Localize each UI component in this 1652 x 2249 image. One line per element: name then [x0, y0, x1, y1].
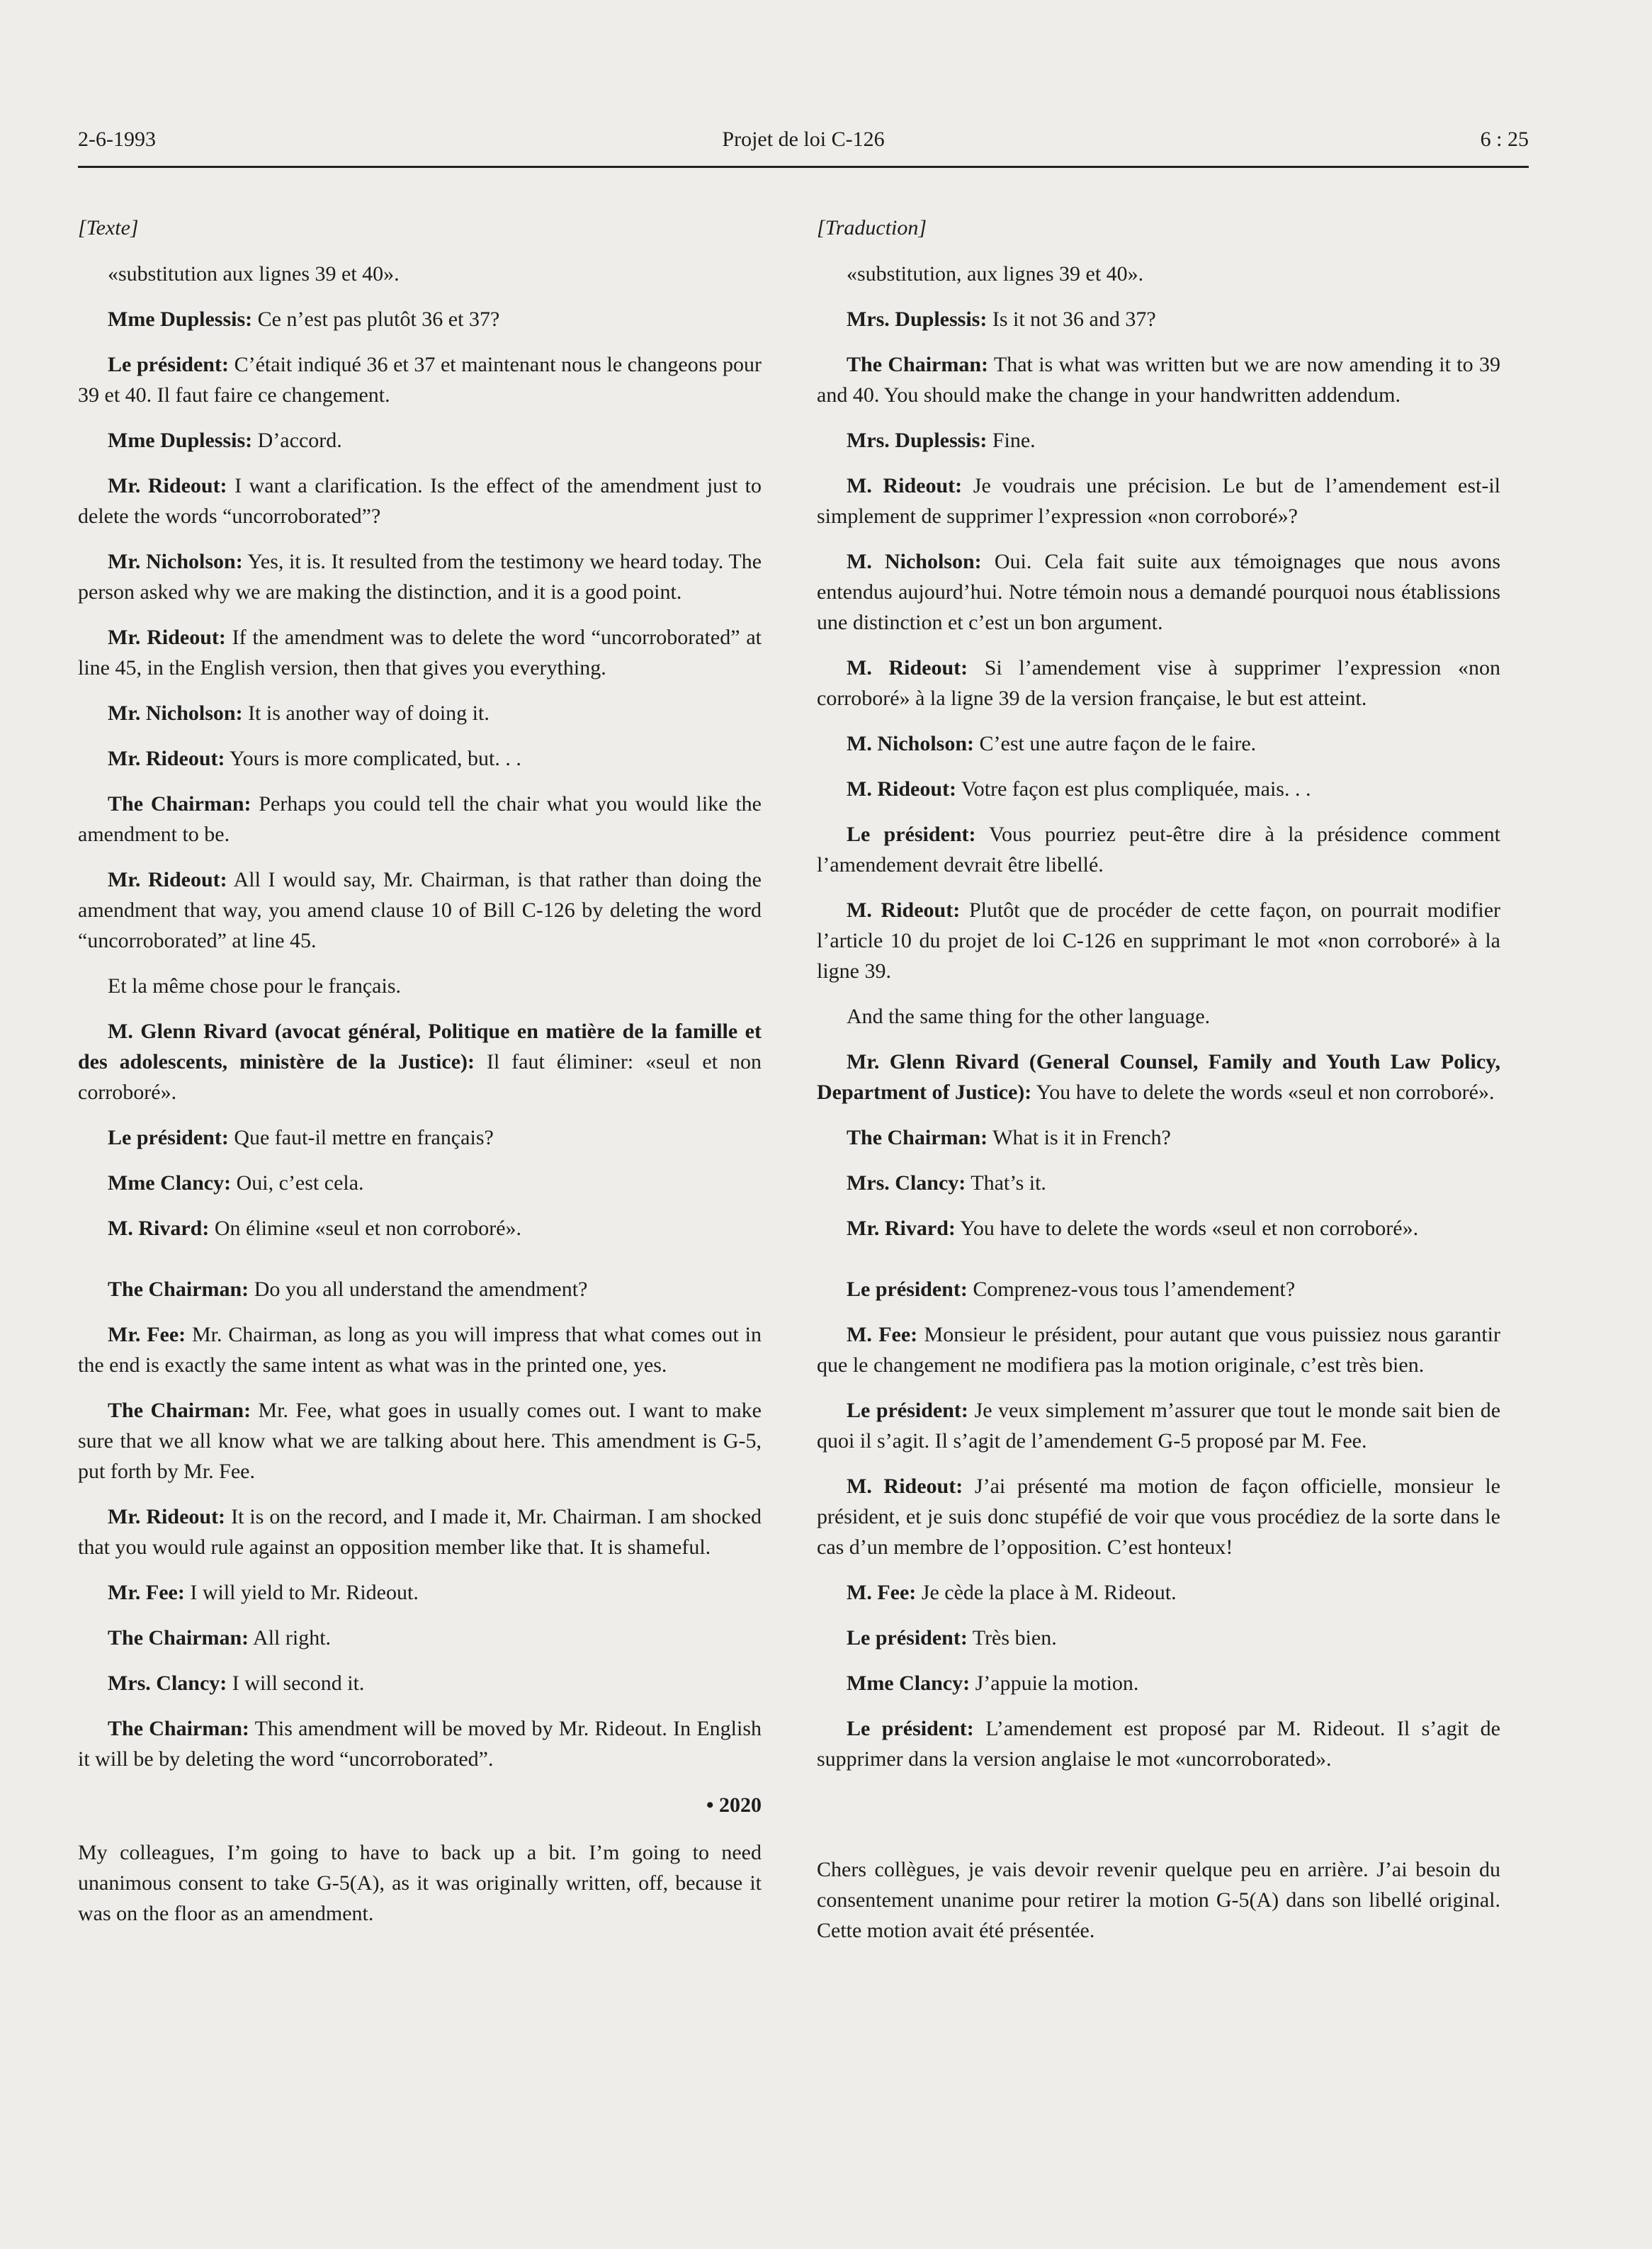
speaker-name: M. Fee:: [847, 1323, 918, 1346]
speech-text: Très bien.: [972, 1626, 1057, 1650]
speech-text: Yes, it is. It resulted from the testimony we heard today. The person asked why we are making the distinction, and it is a good point.: [78, 550, 762, 604]
paragraph: [78, 789, 762, 850]
speech-text: «substitution, aux lignes 39 et 40».: [847, 262, 1144, 286]
speech-text: C’était indiqué 36 et 37 et maintenant nous le changeons pour 39 et 40. Il faut faire ce changement.: [78, 353, 762, 407]
speech-text: Oui. Cela fait suite aux témoignages que nous avons entendus aujourd’hui. Notre témoin nous a demandé pourquoi nous établissions une distinction et c’est un bon argument.: [817, 550, 1501, 634]
right-column: [817, 213, 1500, 1961]
speaker-name: M. Rivard:: [108, 1217, 210, 1240]
paragraph: [78, 1577, 762, 1608]
right-paragraphs: [817, 259, 1500, 1774]
header-title: Projet de loi C-126: [722, 128, 885, 151]
paragraph: [78, 1395, 762, 1487]
speaker-name: Mr. Nicholson:: [108, 701, 243, 725]
speaker-name: Mrs. Clancy:: [108, 1672, 227, 1695]
speech-text: That is what was written but we are now amending it to 39 and 40. You should make the change in your handwritten addendum.: [817, 353, 1500, 407]
speaker-name: Mr. Nicholson:: [108, 550, 243, 573]
speech-text: Que faut-il mettre en français?: [234, 1126, 494, 1149]
column-label: [Traduction]: [817, 216, 927, 239]
paragraph: [817, 1047, 1500, 1107]
speech-text: Yours is more complicated, but. . .: [229, 747, 521, 770]
paragraph: [78, 1319, 762, 1380]
speech-text: Do you all understand the amendment?: [254, 1278, 588, 1301]
paragraph: [78, 1713, 762, 1774]
speech-text: Votre façon est plus compliquée, mais. . .: [961, 777, 1311, 801]
spacer: [817, 1258, 1500, 1274]
paragraph: [78, 1016, 762, 1107]
speech-text: Plutôt que de procéder de cette façon, on pourrait modifier l’article 10 du projet de loi C-126 en supprimant le mot «non corroboré» à la ligne 39.: [817, 898, 1500, 983]
speaker-name: M. Rideout:: [847, 898, 961, 922]
speaker-name: Mr. Rivard:: [847, 1217, 956, 1240]
left-column: [78, 213, 762, 1944]
speech-text: Il faut éliminer: «seul et non corroboré».: [78, 1050, 762, 1104]
speaker-name: The Chairman:: [108, 1278, 249, 1301]
speech-text: Je cède la place à M. Rideout.: [921, 1581, 1177, 1604]
speech-text: D’accord.: [257, 429, 342, 452]
speaker-name: Le président:: [847, 1278, 968, 1301]
speech-text: It is on the record, and I made it, Mr. Chairman. I am shocked that you would rule against an opposition member like that. It is shameful.: [78, 1505, 762, 1559]
paragraph: [817, 1577, 1500, 1608]
time-marker: • 2020: [706, 1793, 762, 1817]
speaker-name: Mrs. Clancy:: [847, 1171, 966, 1195]
paragraph: Chers collègues, je vais devoir revenir quelque peu en arrière. J’ai besoin du consentement unanime pour retirer la motion G-5(A) dans son libellé original. Cette motion avait été présentée.: [817, 1858, 1500, 1942]
paragraph: [817, 895, 1500, 986]
speaker-name: Mme Clancy:: [847, 1672, 971, 1695]
speaker-name: Le président:: [847, 823, 976, 846]
spacer: [817, 1789, 1500, 1854]
paragraph: My colleagues, I’m going to have to back up a bit. I’m going to need unanimous consent to take G-5(A), as it was originally written, off, because it was on the floor as an amendment.: [78, 1841, 762, 1925]
paragraph: [817, 819, 1500, 880]
speech-text: I will yield to Mr. Rideout.: [190, 1581, 419, 1604]
speaker-name: Le président:: [108, 1126, 229, 1149]
paragraph: [817, 1319, 1500, 1380]
speaker-name: Mr. Fee:: [108, 1581, 185, 1604]
speech-text: What is it in French?: [992, 1126, 1171, 1149]
paragraph: [817, 1623, 1500, 1653]
header-date: 2-6-1993: [78, 128, 156, 151]
speech-text: Fine.: [992, 429, 1036, 452]
speaker-name: M. Nicholson:: [847, 550, 982, 573]
paragraph: [817, 304, 1500, 334]
paragraph: [817, 470, 1500, 531]
speaker-name: Mrs. Duplessis:: [847, 429, 988, 452]
paragraph: [78, 259, 762, 289]
speaker-name: M. Nicholson:: [847, 732, 974, 755]
paragraph: [78, 1501, 762, 1562]
speech-text: Perhaps you could tell the chair what you would like the amendment to be.: [78, 792, 762, 846]
speaker-name: M. Glenn Rivard (avocat général, Politique en matière de la famille et des adolescents, ministère de la Justice):: [78, 1020, 762, 1073]
speech-text: On élimine «seul et non corroboré».: [214, 1217, 522, 1240]
speech-text: L’amendement est proposé par M. Rideout. Il s’agit de supprimer dans la version anglaise le mot «uncorroborated».: [817, 1717, 1501, 1771]
speaker-name: M. Rideout:: [847, 1475, 963, 1498]
speech-text: Oui, c’est cela.: [236, 1171, 364, 1195]
paragraph: [817, 546, 1500, 638]
speaker-name: Mr. Rideout:: [108, 747, 225, 770]
column-label: [Texte]: [78, 216, 139, 239]
speech-text: Si l’amendement vise à supprimer l’expression «non corroboré» à la ligne 39 de la version française, le but est atteint.: [817, 656, 1500, 710]
paragraph: [78, 1623, 762, 1653]
paragraph: [817, 1395, 1500, 1456]
speech-text: All I would say, Mr. Chairman, is that rather than doing the amendment that way, you amend clause 10 of Bill C-126 by deleting the word “uncorroborated” at line 45.: [78, 868, 762, 952]
paragraph: [817, 774, 1500, 804]
paragraph: [78, 546, 762, 607]
paragraph: [817, 1668, 1500, 1698]
left-paragraphs: [78, 259, 762, 1774]
speaker-name: M. Fee:: [847, 1581, 917, 1604]
paragraph: [78, 743, 762, 774]
speech-text: J’ai présenté ma motion de façon officielle, monsieur le président, et je suis donc stupéfié de voir que vous procédiez de la sorte dans le cas d’un membre de l’opposition. C’est honteux!: [817, 1475, 1501, 1559]
speech-text: Vous pourriez peut-être dire à la présidence comment l’amendement devrait être libellé.: [817, 823, 1500, 877]
speech-text: I will second it.: [232, 1672, 365, 1695]
speaker-name: Le président:: [108, 353, 229, 376]
speech-text: «substitution aux lignes 39 et 40».: [108, 262, 400, 286]
speaker-name: Mme Duplessis:: [108, 308, 253, 331]
speech-text: You have to delete the words «seul et non corroboré».: [1036, 1081, 1495, 1104]
speaker-name: The Chairman:: [847, 1126, 988, 1149]
speech-text: This amendment will be moved by Mr. Rideout. In English it will be by deleting the word “uncorroborated”.: [78, 1717, 762, 1771]
paragraph: [817, 1122, 1500, 1153]
speaker-name: Mr. Rideout:: [108, 1505, 226, 1528]
paragraph: [78, 1168, 762, 1198]
speaker-name: The Chairman:: [108, 1626, 249, 1650]
speech-text: C’est une autre façon de le faire.: [979, 732, 1257, 755]
speaker-name: The Chairman:: [108, 792, 251, 816]
speech-text: I want a clarification. Is the effect of the amendment just to delete the words “uncorroborated”?: [78, 474, 762, 528]
header-page-number: 6 : 25: [1480, 128, 1529, 151]
paragraph: [78, 470, 762, 531]
speaker-name: Le président:: [847, 1626, 968, 1650]
paragraph: [817, 728, 1500, 759]
paragraph: [817, 425, 1500, 456]
speech-text: Mr. Fee, what goes in usually comes out. I want to make sure that we all know what we are talking about here. This amendment is G-5, put forth by Mr. Fee.: [78, 1399, 762, 1483]
speaker-name: The Chairman:: [108, 1717, 249, 1740]
speech-text: J’appuie la motion.: [975, 1672, 1139, 1695]
speaker-name: M. Rideout:: [847, 474, 963, 497]
paragraph: [78, 1122, 762, 1153]
paragraph: [817, 1471, 1500, 1562]
speech-text: All right.: [253, 1626, 332, 1650]
paragraph: [817, 349, 1500, 410]
speaker-name: M. Rideout:: [847, 656, 968, 680]
speech-text: Je voudrais une précision. Le but de l’amendement est-il simplement de supprimer l’expression «non corroboré»?: [817, 474, 1500, 528]
paragraph: [78, 622, 762, 683]
speech-text: Et la même chose pour le français.: [108, 974, 401, 998]
paragraph: [78, 1274, 762, 1304]
speech-text: Comprenez-vous tous l’amendement?: [973, 1278, 1296, 1301]
speaker-name: M. Rideout:: [847, 777, 956, 801]
paragraph: [78, 1213, 762, 1244]
speech-text: Is it not 36 and 37?: [992, 308, 1156, 331]
paragraph: [817, 1713, 1500, 1774]
speaker-name: Mme Clancy:: [108, 1171, 232, 1195]
paragraph: [78, 304, 762, 334]
speaker-name: Mr. Glenn Rivard (General Counsel, Family and Youth Law Policy, Department of Justice):: [817, 1050, 1500, 1104]
speech-text: If the amendment was to delete the word “uncorroborated” at line 45, in the English version, then that gives you everything.: [78, 626, 762, 680]
speaker-name: The Chairman:: [847, 353, 989, 376]
paragraph: [817, 1213, 1500, 1244]
paragraph: [78, 349, 762, 410]
speaker-name: Mrs. Duplessis:: [847, 308, 988, 331]
paragraph: [78, 971, 762, 1001]
speaker-name: Le président:: [847, 1717, 974, 1740]
header-rule: [78, 166, 1529, 168]
paragraph: [817, 1001, 1500, 1032]
speaker-name: Mr. Rideout:: [108, 626, 226, 649]
speaker-name: Le président:: [847, 1399, 968, 1422]
paragraph: [78, 425, 762, 456]
speaker-name: Mme Duplessis:: [108, 429, 253, 452]
speech-text: Ce n’est pas plutôt 36 et 37?: [257, 308, 500, 331]
speech-text: Mr. Chairman, as long as you will impress that what comes out in the end is exactly the same intent as what was in the printed one, yes.: [78, 1323, 762, 1377]
paragraph: [817, 1168, 1500, 1198]
speech-text: You have to delete the words «seul et non corroboré».: [960, 1217, 1419, 1240]
paragraph: [817, 259, 1500, 289]
speaker-name: Mr. Rideout:: [108, 868, 227, 891]
spacer: [78, 1258, 762, 1274]
speech-text: Je veux simplement m’assurer que tout le monde sait bien de quoi il s’agit. Il s’agit de l’amendement G-5 proposé par M. Fee.: [817, 1399, 1501, 1453]
page-header: [78, 128, 1529, 156]
speech-text: And the same thing for the other language.: [847, 1005, 1211, 1028]
speech-text: It is another way of doing it.: [248, 701, 490, 725]
paragraph: [78, 698, 762, 728]
paragraph: [78, 864, 762, 956]
paragraph: [817, 1274, 1500, 1304]
speaker-name: The Chairman:: [108, 1399, 251, 1422]
paragraph: [78, 1668, 762, 1698]
speech-text: Monsieur le président, pour autant que vous puissiez nous garantir que le changement ne modifiera pas la motion originale, c’est très bien.: [817, 1323, 1501, 1377]
paragraph: [817, 653, 1500, 714]
speaker-name: Mr. Rideout:: [108, 474, 227, 497]
speaker-name: Mr. Fee:: [108, 1323, 186, 1346]
speech-text: That’s it.: [971, 1171, 1046, 1195]
